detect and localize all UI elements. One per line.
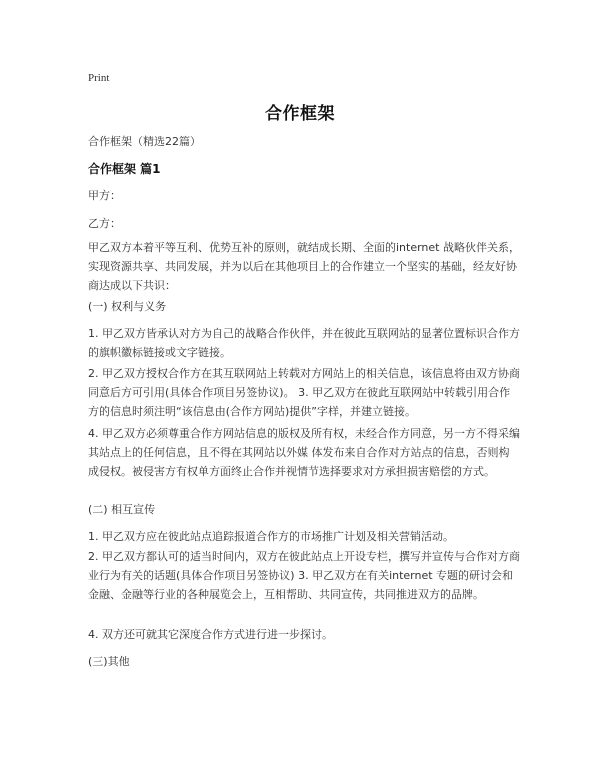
print-label: Print — [88, 72, 110, 84]
promotion-paragraph: 4. 双方还可就其它深度合作方式进行进一步探讨。 — [88, 628, 333, 641]
intro-paragraph: 甲乙双方本着平等互利、优势互补的原则，就结成长期、全面的internet 战略伙伴关系，实现资源共享、共同发展，并为以后在其他项目上的合作建立一个坚实的基础，经友好协商达成以下共识： — [88, 241, 520, 292]
rights-paragraph: 2. 甲乙双方授权合作方在其互联网站上转载对方网站上的相关信息，该信息将由双方协商同意后方可引用(具体合作项目另签协议)。 3. 甲乙双方在彼此互联网站中转载引用合作方的信息时须注明“该信息由(合作方网站)提供”字样，并建立链接。 — [88, 367, 520, 418]
promotion-heading: (二) 相互宣传 — [88, 503, 156, 516]
rights-paragraph: 4. 甲乙双方必须尊重合作方网站信息的版权及所有权，未经合作方同意，另一方不得采编其站点上的任何信息，且不得在其网站以外媒 体发布来自合作对方站点的信息，否则构成侵权。被侵害方有权单方面终止合作并视情节选择要求对方承担损害赔偿的方式。 — [88, 427, 520, 478]
section-heading: 合作框架 篇1 — [88, 162, 161, 176]
promotion-paragraph: 1. 甲乙双方应在彼此站点追踪报道合作方的市场推广计划及相关营销活动。 — [88, 530, 454, 543]
party-b-line: 乙方： — [88, 217, 121, 230]
document-title: 合作框架 — [265, 104, 335, 124]
rights-paragraph: 1. 甲乙双方皆承认对方为自己的战略合作伙伴，并在彼此互联网站的显著位置标识合作方的旗帜徽标链接或文字链接。 — [88, 327, 520, 359]
promotion-paragraph: 2. 甲乙双方都认可的适当时间内，双方在彼此站点上开设专栏，撰写并宣传与合作对方商业行为有关的话题(具体合作项目另签协议) 3. 甲乙双方在有关internet 专题的研讨会和金融、金融等行业的各种展览会上，互相帮助、共同宣传，共同推进双方的品牌。 — [88, 550, 520, 601]
rights-heading: (一) 权利与义务 — [88, 300, 167, 313]
party-a-line: 甲方： — [88, 189, 121, 202]
document-subtitle: 合作框架（精选22篇） — [88, 135, 201, 148]
other-heading: (三)其他 — [88, 655, 130, 668]
